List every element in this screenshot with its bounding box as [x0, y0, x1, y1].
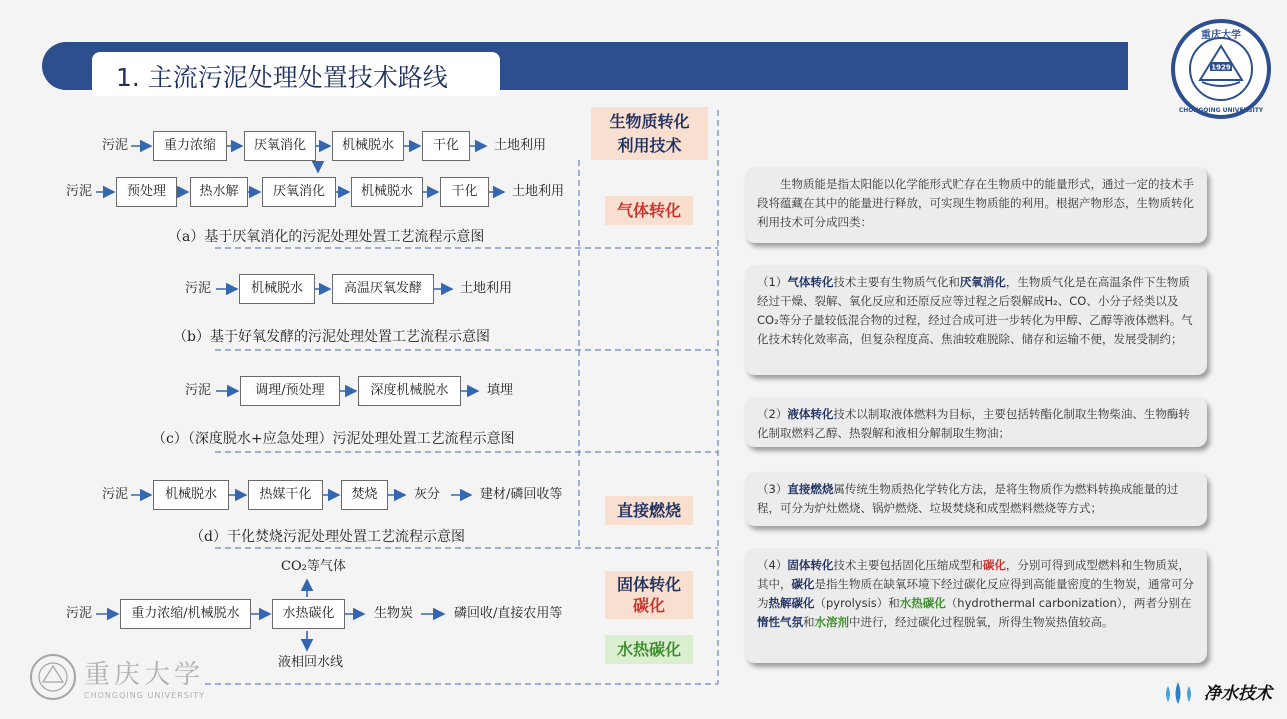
- panel-gas: [745, 265, 1207, 375]
- flow-d-step-3: 焚烧: [341, 480, 388, 510]
- p2-num: （2）: [757, 407, 788, 421]
- flow-a2-step-1: 预处理: [116, 177, 177, 207]
- p4-term-pyrolysis: 热解碳化: [768, 596, 815, 610]
- flow-a1-step-4: 干化: [422, 131, 470, 161]
- p4-text3: 是指生物质在缺氧环境下经过碳化反应得到高能量密度的生物炭，通常可分为: [757, 577, 1194, 610]
- caption-a: （a）基于厌氧消化的污泥处理处置工艺流程示意图: [168, 229, 485, 245]
- flow-b-step-1: 机械脱水: [239, 274, 315, 304]
- flow-b-step-2: 高温厌氧发酵: [332, 274, 434, 304]
- flow-d-step-1: 机械脱水: [153, 480, 229, 510]
- logo-chinese: 重庆大学: [1201, 30, 1241, 41]
- flow-e-source: 污泥: [66, 606, 93, 621]
- category-header-line1: 生物质转化: [609, 112, 690, 131]
- p4-text4: （pyrolysis）和: [814, 596, 900, 610]
- flow-d-source: 污泥: [102, 487, 129, 502]
- flow-c-source: 污泥: [185, 383, 212, 398]
- caption-b: （b）基于好氧发酵的污泥处理处置工艺流程示意图: [173, 329, 490, 345]
- category-header-line2: 利用技术: [617, 136, 682, 155]
- p4-num: （4）: [757, 558, 788, 572]
- panel-solid: [745, 548, 1207, 663]
- category-solid: [605, 571, 693, 619]
- caption-c: （c）（深度脱水+应急处理）污泥处理处置工艺流程示意图: [152, 431, 515, 447]
- panel-intro: 生物质能是指太阳能以化学能形式贮存在生物质中的能量形式，通过一定的技术手段将蕴藏在其中的能量进行释放，可实现生物质能的利用。根据产物形态，生物质转化利用技术可分成四类：: [745, 167, 1207, 243]
- logo-year: 1929: [1211, 63, 1231, 72]
- flow-a2-source: 污泥: [66, 184, 93, 199]
- p4-text5: （hydrothermal carbonization），两者分别在: [945, 596, 1192, 610]
- flow-d-step-2: 热媒干化: [248, 480, 323, 510]
- p4-term-water: 水溶剂: [814, 615, 849, 629]
- page-title: 1. 主流污泥处理处置技术路线: [116, 63, 448, 92]
- flow-a1-source: 污泥: [102, 138, 129, 153]
- flow-e-step-2: 水热碳化: [272, 599, 345, 629]
- brand-name: 净水技术: [1204, 683, 1272, 704]
- p1-term-digestion: 厌氧消化: [959, 275, 1006, 289]
- category-burn: 直接燃烧: [605, 496, 693, 525]
- panel-burn: [745, 472, 1207, 526]
- p1-num: （1）: [757, 275, 788, 289]
- flow-a1-step-3: 机械脱水: [332, 131, 404, 161]
- brand-logo: [1162, 672, 1272, 710]
- flow-a2-end: 土地利用: [512, 184, 565, 199]
- flow-c-step-2: 深度机械脱水: [358, 376, 461, 406]
- p4-term-carbonization: 碳化: [982, 558, 1006, 572]
- category-hydro: 水热碳化: [605, 635, 693, 664]
- bottom-seal-icon: [28, 652, 78, 702]
- flow-e-step-1: 重力浓缩/机械脱水: [120, 599, 251, 629]
- p4-term-inert: 惰性气氛: [757, 615, 803, 629]
- category-solid-line2: 碳化: [632, 596, 665, 615]
- flow-c-end: 填埋: [487, 383, 514, 398]
- p4-term-hydrothermal: 水热碳化: [899, 596, 946, 610]
- p1-text1: 技术主要有生物质气化和: [833, 275, 960, 289]
- flow-d-step-4: 灰分: [414, 487, 441, 502]
- p3-text: 属传统生物质热化学转化方法，是将生物质作为燃料转换成能量的过程，可分为炉灶燃烧、锅炉燃烧、垃圾焚烧和成型燃料燃烧等方式；: [757, 482, 1179, 515]
- flow-c-step-1: 调理/预处理: [240, 376, 340, 406]
- p1-term-gas: 气体转化: [787, 275, 834, 289]
- category-header: [591, 107, 708, 160]
- flow-a2-step-2: 热水解: [190, 177, 248, 207]
- flow-e-end: 磷回收/直接农用等: [454, 606, 563, 621]
- water-drop-icon: [1162, 672, 1200, 710]
- caption-d: （d）干化焚烧污泥处理处置工艺流程示意图: [190, 529, 465, 545]
- flow-e-gas: CO₂等气体: [281, 559, 346, 574]
- category-solid-line1: 固体转化: [616, 575, 681, 594]
- p4-text2: ，分别可得到成型燃料和生物质炭，其中，: [757, 558, 1190, 591]
- flow-b-source: 污泥: [185, 281, 212, 296]
- p4-text6: 和: [803, 615, 815, 629]
- flow-a2-step-5: 干化: [440, 177, 489, 207]
- flow-e-step-3: 生物炭: [374, 606, 414, 621]
- p1-text2: ，生物质气化是在高温条件下生物质经过干燥、裂解、氧化反应和还原反应等过程之后裂解成H₂、CO、小分子烃类以及CO₂等分子量较低混合物的过程，经过合成可进一步转化为甲醇、乙醇等液体燃料。气化技术转化效率高，但复杂程度高、焦油较难脱除、储存和运输不便，发展受制约；: [757, 275, 1193, 346]
- logo-english: CHONGQING UNIVERSITY: [1178, 107, 1264, 114]
- p3-num: （3）: [757, 482, 788, 496]
- p2-term-liquid: 液体转化: [787, 407, 834, 421]
- university-logo: [1160, 18, 1282, 120]
- bottom-university-logo: [28, 652, 205, 702]
- category-gas: 气体转化: [605, 196, 693, 225]
- flow-a1-end: 土地利用: [494, 138, 547, 153]
- flow-a1-step-2: 厌氧消化: [244, 131, 316, 161]
- flow-a2-step-3: 厌氧消化: [262, 177, 336, 207]
- p4-term-solid: 固体转化: [787, 558, 834, 572]
- p4-term-carbonization2: 碳化: [791, 577, 815, 591]
- p4-text1: 技术主要包括固化压缩成型和: [833, 558, 983, 572]
- flow-e-liquid: 液相回水线: [278, 655, 344, 670]
- flow-a1-step-1: 重力浓缩: [153, 131, 227, 161]
- panel-liquid: [745, 397, 1207, 447]
- flow-b-end: 土地利用: [460, 281, 513, 296]
- p4-text7: 中进行，经过碳化过程脱氧，所得生物炭热值较高。: [849, 615, 1114, 629]
- flow-a2-step-4: 机械脱水: [351, 177, 423, 207]
- bottom-logo-english: CHONGQING UNIVERSITY: [84, 691, 205, 700]
- bottom-logo-chinese: 重庆大学: [84, 660, 205, 690]
- flow-d-end: 建材/磷回收等: [480, 487, 563, 502]
- p2-text: 技术以制取液体燃料为目标，主要包括转酯化制取生物柴油、生物酶转化制取燃料乙醇、热裂解和液相分解制取生物油；: [757, 407, 1190, 440]
- p3-term-burn: 直接燃烧: [787, 482, 834, 496]
